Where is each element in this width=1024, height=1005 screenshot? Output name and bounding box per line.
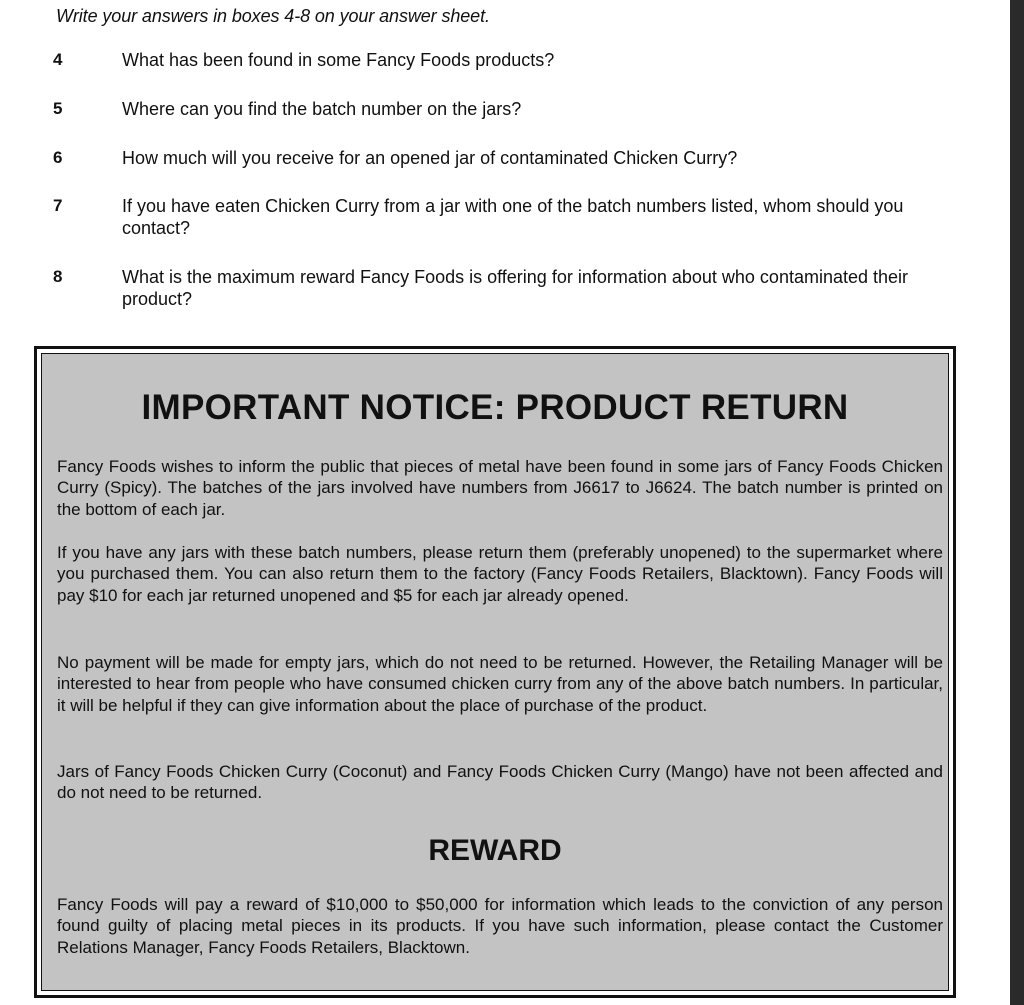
question-number: 5	[53, 99, 63, 118]
question-number: 4	[53, 50, 63, 69]
notice-paragraph-1: Fancy Foods wishes to inform the public that pieces of metal have been found in some jars of Fancy Foods Chicken Curry (Spicy). The batches of the jars involved have numbers from J6617 to J6624. The batch number is printed on the bottom of each jar.	[57, 457, 943, 519]
notice-paragraph-2: If you have any jars with these batch numbers, please return them (preferably unopened) to the supermarket where you purchased them. You can also return them to the factory (Fancy Foods Retailers, Blacktown). Fancy Foods will pay $10 for each jar returned unopened and $5 for each jar already opened.	[57, 543, 943, 605]
notice-panel	[41, 353, 949, 991]
question-number: 6	[53, 148, 63, 167]
question-text: If you have eaten Chicken Curry from a jar with one of the batch numbers listed, whom should you contact?	[122, 196, 904, 238]
notice-paragraph-4: Jars of Fancy Foods Chicken Curry (Coconut) and Fancy Foods Chicken Curry (Mango) have not been affected and do not need to be returned.	[57, 762, 943, 803]
question-text: What is the maximum reward Fancy Foods is offering for information about who contaminated their product?	[122, 267, 909, 309]
reward-heading: REWARD	[428, 834, 562, 867]
question-number: 8	[53, 267, 63, 286]
window-edge	[1010, 0, 1024, 1005]
question-text: Where can you find the batch number on the jars?	[122, 99, 522, 119]
question-number: 7	[53, 196, 63, 215]
product-return-notice	[34, 346, 956, 998]
question-text: What has been found in some Fancy Foods products?	[122, 50, 555, 70]
notice-paragraph-3: No payment will be made for empty jars, which do not need to be returned. However, the Retailing Manager will be interested to hear from people who have consumed chicken curry from any of the above batch numbers. In particular, it will be helpful if they can give information about the place of purchase of the product.	[57, 653, 943, 715]
notice-title: IMPORTANT NOTICE: PRODUCT RETURN	[141, 388, 849, 427]
question-text: How much will you receive for an opened jar of contaminated Chicken Curry?	[122, 148, 738, 168]
instruction-text: Write your answers in boxes 4-8 on your answer sheet.	[56, 6, 490, 26]
reward-paragraph: Fancy Foods will pay a reward of $10,000 to $50,000 for information which leads to the conviction of any person found guilty of placing metal pieces in its products. If you have such information, please contact the Customer Relations Manager, Fancy Foods Retailers, Blacktown.	[57, 895, 943, 957]
